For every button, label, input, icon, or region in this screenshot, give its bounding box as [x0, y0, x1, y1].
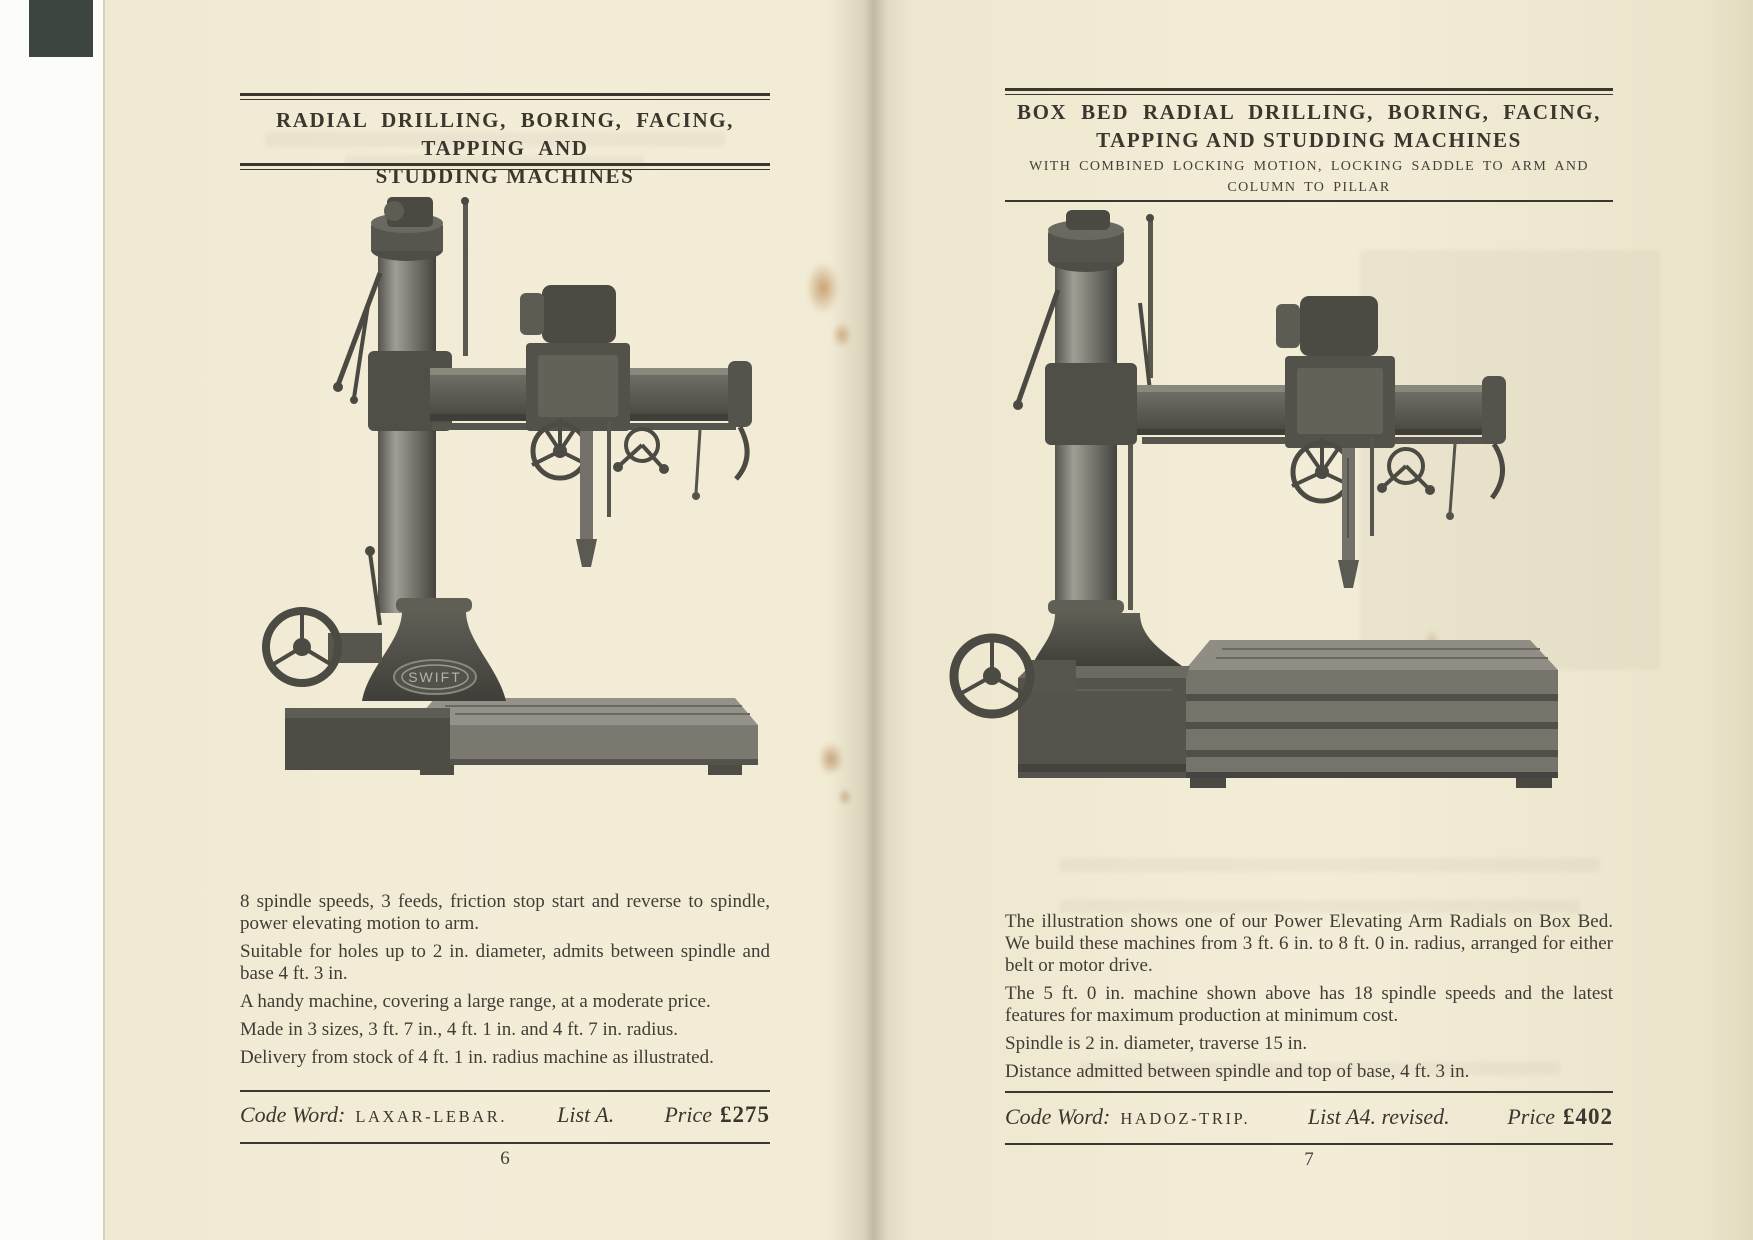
page-title	[1005, 98, 1613, 154]
code-word-group	[1005, 1104, 1250, 1130]
scanner-edge-strip	[0, 0, 105, 1240]
scanner-corner-patch	[29, 0, 93, 57]
code-word-value: HADOZ-TRIP.	[1120, 1109, 1251, 1128]
nameplate-text: SWIFT	[408, 669, 462, 685]
price-group	[1507, 1104, 1613, 1130]
list-label: List A4. revised.	[1307, 1104, 1450, 1129]
foxing-stain	[832, 322, 852, 348]
left-machine-illustration	[230, 193, 790, 793]
body-paragraph: The 5 ft. 0 in. machine shown above has 18 spindle speeds and the latest features for maximum production at minimum cost.	[1005, 983, 1613, 1026]
price-value: £275	[719, 1102, 770, 1127]
foxing-stain	[818, 742, 844, 776]
body-paragraph: Suitable for holes up to 2 in. diameter, admits between spindle and base 4 ft. 3 in.	[240, 941, 770, 984]
footer-line	[1005, 1104, 1613, 1130]
price-label: Price	[664, 1102, 712, 1127]
right-machine-illustration	[890, 208, 1680, 808]
foxing-stain	[838, 788, 852, 806]
list-label: List A.	[557, 1102, 615, 1127]
body-paragraph: A handy machine, covering a large range, at a moderate price.	[240, 991, 711, 1012]
title-line: BOX BED RADIAL DRILLING, BORING, FACING,	[1016, 100, 1601, 124]
footer-rule-top	[240, 1090, 770, 1092]
body-paragraph: The illustration shows one of our Power Elevating Arm Radials on Box Bed. We build these machines from 3 ft. 6 in. to 8 ft. 0 in. radius, arranged for either belt or motor drive.	[1005, 911, 1613, 976]
header-rule-top	[1005, 88, 1613, 95]
header-rule-bottom	[1005, 200, 1613, 202]
code-word-label: Code Word:	[1005, 1104, 1111, 1129]
foxing-stain	[806, 262, 840, 314]
subtitle-line: WITH COMBINED LOCKING MOTION, LOCKING SADDLE TO ARM AND	[1029, 159, 1589, 174]
title-line: RADIAL DRILLING, BORING, FACING, TAPPING AND	[275, 108, 735, 160]
code-word-label: Code Word:	[240, 1102, 346, 1127]
body-text	[1005, 911, 1613, 1083]
page-title	[240, 106, 770, 190]
right-page	[1005, 0, 1613, 1240]
header-rule-top	[240, 93, 770, 100]
footer-rule-bottom	[1005, 1143, 1613, 1145]
page-number: 6	[500, 1148, 510, 1169]
body-paragraph: Distance admitted between spindle and top of base, 4 ft. 3 in.	[1005, 1061, 1470, 1082]
body-text	[240, 891, 770, 1069]
code-word-group	[240, 1102, 507, 1128]
price-group	[664, 1102, 770, 1128]
title-line: TAPPING AND STUDDING MACHINES	[1096, 128, 1522, 152]
body-paragraph: Made in 3 sizes, 3 ft. 7 in., 4 ft. 1 in. and 4 ft. 7 in. radius.	[240, 1019, 678, 1040]
subtitle-line: COLUMN TO PILLAR	[1227, 180, 1391, 195]
body-paragraph: Spindle is 2 in. diameter, traverse 15 in.	[1005, 1033, 1308, 1054]
footer-line	[240, 1102, 770, 1128]
title-line: STUDDING MACHINES	[375, 164, 635, 188]
price-label: Price	[1507, 1104, 1555, 1129]
page-number: 7	[1304, 1149, 1314, 1170]
body-paragraph: 8 spindle speeds, 3 feeds, friction stop start and reverse to spindle, power elevating motion to arm.	[240, 891, 770, 934]
page-subtitle	[1005, 156, 1613, 198]
footer-rule-top	[1005, 1091, 1613, 1093]
left-page	[240, 0, 770, 1240]
header-rule-bottom	[240, 163, 770, 170]
footer-rule-bottom	[240, 1142, 770, 1144]
price-value: £402	[1563, 1104, 1613, 1129]
body-paragraph: Delivery from stock of 4 ft. 1 in. radius machine as illustrated.	[240, 1047, 714, 1068]
code-word-value: LAXAR-LEBAR.	[355, 1107, 508, 1126]
